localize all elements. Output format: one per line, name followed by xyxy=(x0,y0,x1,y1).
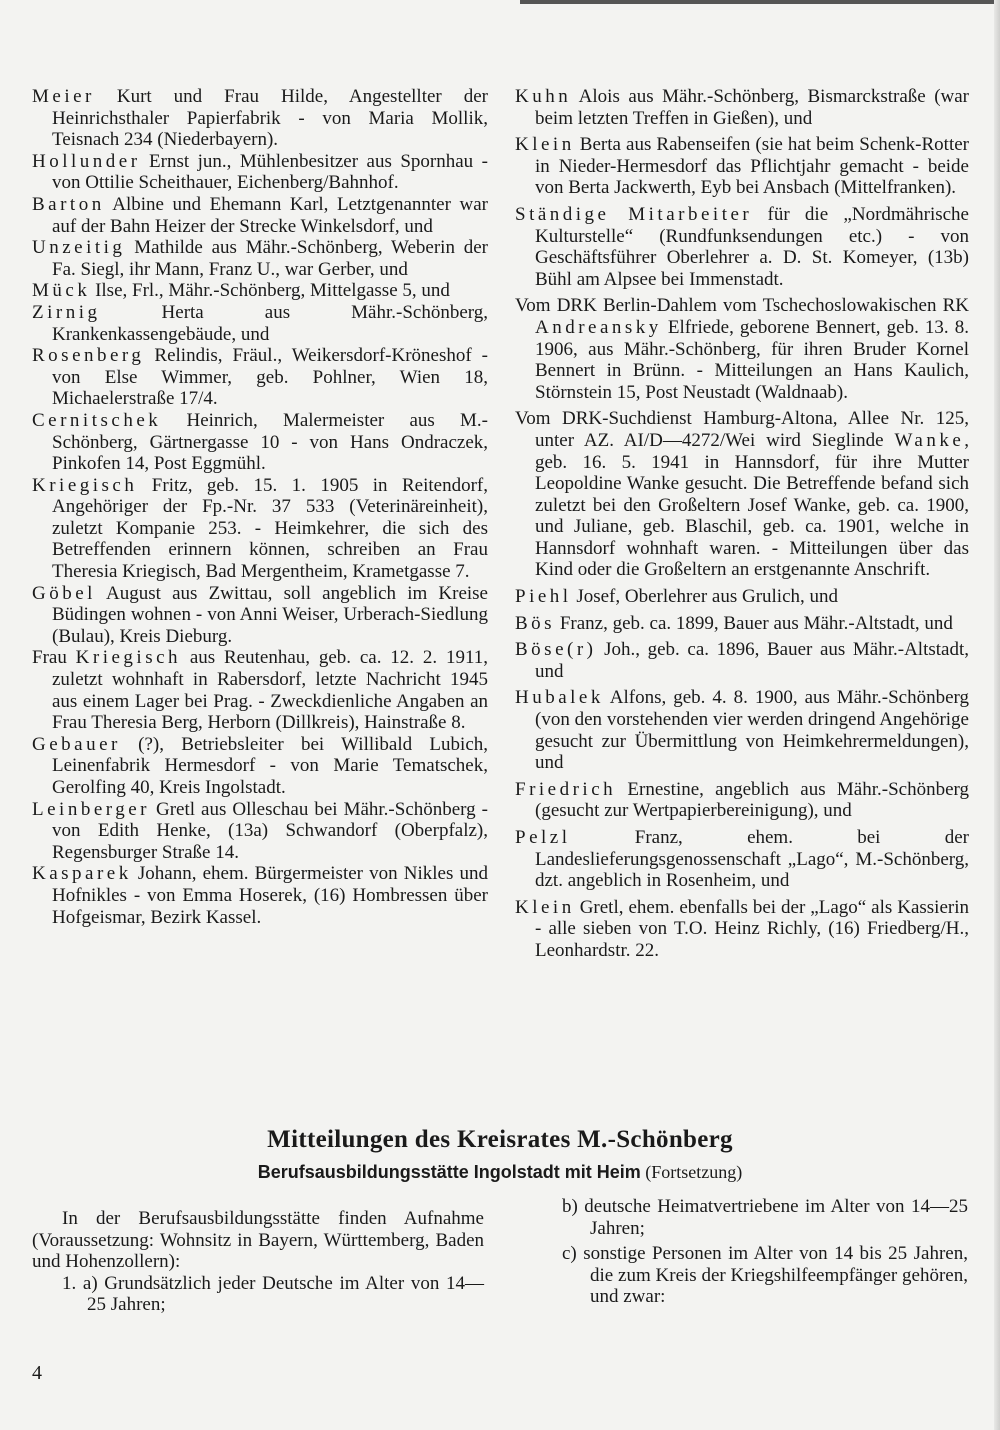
entry-name: Cernitschek xyxy=(32,409,162,431)
list-entry xyxy=(32,302,488,345)
list-entry xyxy=(515,779,969,822)
subtitle-note: (Fortsetzung) xyxy=(640,1162,743,1182)
entry-text: Kurt und Frau Hilde, Angestellter der Heinrichsthaler Papierfabrik - von Maria Mollik, Teisnach 234 (Niederbayern). xyxy=(52,86,488,151)
subtitle-main: Berufsausbildungsstätte Ingolstadt mit Heim xyxy=(257,1162,641,1182)
entry-text: Ilse, Frl., Mähr.-Schönberg, Mittelgasse 5, und xyxy=(90,280,450,302)
entry-name: Böse(r) xyxy=(515,639,597,661)
entry-name: Klein xyxy=(515,134,575,156)
list-entry xyxy=(32,647,488,733)
page-number: 4 xyxy=(32,1362,42,1384)
entry-name: Leinberger xyxy=(32,798,150,820)
scan-edge-shadow xyxy=(994,0,1000,1430)
entry-name: Kuhn xyxy=(515,86,572,107)
item-c: c) sonstige Personen im Alter von 14 bis 25 Jahren, die zum Kreis der Kriegshilfeempfänger gehören, und zwar: xyxy=(562,1243,968,1308)
list-entry xyxy=(515,408,969,581)
entry-text: Franz, geb. ca. 1899, Bauer aus Mähr.-Altstadt, und xyxy=(555,612,953,634)
list-entry xyxy=(32,863,488,928)
section-right-column xyxy=(562,1196,968,1308)
intro-paragraph: In der Berufsausbildungsstätte finden Aufnahme (Voraussetzung: Wohnsitz in Bayern, Württemberg, Baden und Hohenzollern): xyxy=(32,1208,484,1273)
entry-text: Mathilde aus Mähr.-Schönberg, Weberin der Fa. Siegl, ihr Mann, Franz U., war Gerber, und xyxy=(52,237,488,280)
list-entry xyxy=(32,410,488,475)
entry-text: , geb. 16. 5. 1941 in Hannsdorf, für ihre Mutter Leopoldine Wanke gesucht. Die Betreffende befand sich zuletzt bei den Großeltern Josef Wanke, geb. ca. 1900, und Juliane, geb. Blaschil, geb. ca. 1901, welche in Hannsdorf wohnhaft waren. - Mitteilungen über das Kind oder die Großeltern an erstgenannte Anschrift. xyxy=(535,429,969,581)
entry-name: Barton xyxy=(32,193,105,215)
entry-text: Alois aus Mähr.-Schönberg, Bismarckstraße (war beim letzten Treffen in Gießen), und xyxy=(535,86,969,129)
entry-text: Gretl, ehem. ebenfalls bei der „Lago“ als Kassierin - alle sieben von T.O. Heinz Richly, (16) Friedberg/H., Leonhardstr. 22. xyxy=(535,896,969,961)
entry-name: Hollunder xyxy=(32,150,141,172)
item-1a: 1. a) Grundsätzlich jeder Deutsche im Alter von 14—25 Jahren; xyxy=(62,1272,484,1316)
entry-text: für die „Nordmährische Kulturstelle“ (Rundfunksendungen etc.) - von Geschäftsführer Oberlehrer a. D. St. Komeyer, (13b) Bühl am Alpsee bei Immenstadt. xyxy=(535,203,969,290)
list-entry xyxy=(32,280,488,302)
entry-name: Kasparek xyxy=(32,863,132,885)
list-entry xyxy=(32,151,488,194)
entry-text: Albine und Ehemann Karl, Letztgenannter war auf der Bahn Heizer der Strecke Winkelsdorf, und xyxy=(52,193,488,237)
entry-name: Kriegisch xyxy=(75,647,182,669)
list-entry xyxy=(32,237,488,280)
entry-text: Elfriede, geborene Bennert, geb. 13. 8. 1906, aus Mähr.-Schönberg, für ihren Bruder Kornel Bennert in Brünn. - Mitteilungen an Hans Kaulich, Störnstein 15, Post Neustadt (Waldnaab). xyxy=(535,316,969,403)
entry-name: Gebauer xyxy=(32,733,121,755)
list-entry xyxy=(32,86,488,151)
entry-name: Andreansky xyxy=(535,316,662,338)
entry-name: Zirnig xyxy=(32,301,101,323)
entry-text: Heinrich, Malermeister aus M.-Schönberg, Gärtnergasse 10 - von Hans Ondraczek, Pinkofen 14, Post Eggmühl. xyxy=(52,409,488,475)
list-entry xyxy=(515,86,969,129)
list-entry xyxy=(32,583,488,648)
list-entry xyxy=(32,345,488,410)
entry-prefix: Vom DRK Berlin-Dahlem vom Tschechoslowakischen RK xyxy=(515,295,969,317)
left-column xyxy=(32,86,488,928)
entry-text: Ernst jun., Mühlenbesitzer aus Spornhau - von Ottilie Scheithauer, Eichenberg/Bahnhof. xyxy=(52,150,488,194)
entry-text: August aus Zwittau, soll angeblich im Kreise Büdingen wohnen - von Anni Weiser, Urberach-Siedlung (Bulau), Kreis Dieburg. xyxy=(52,582,488,647)
entry-text: Joh., geb. ca. 1896, Bauer aus Mähr.-Altstadt, und xyxy=(535,639,969,682)
entry-text: Ernestine, angeblich aus Mähr.-Schönberg (gesucht zur Wertpapierbereinigung), und xyxy=(535,778,969,822)
entry-text: Herta aus Mähr.-Schönberg, Krankenkassengebäude, und xyxy=(52,301,488,345)
list-entry xyxy=(32,799,488,864)
entry-text: Relindis, Fräul., Weikersdorf-Kröneshof - von Else Wimmer, geb. Pohlner, Wien 18, Michaelerstraße 17/4. xyxy=(52,345,488,410)
entry-name: Ständige Mitarbeiter xyxy=(515,203,753,225)
entry-name: Mück xyxy=(32,280,91,302)
entry-name: Wanke xyxy=(894,429,965,451)
list-entry xyxy=(515,687,969,773)
list-entry xyxy=(515,613,969,635)
entry-text: Alfons, geb. 4. 8. 1900, aus Mähr.-Schönberg (von den vorstehenden vier werden dringend Angehörige gesucht zur Übermittlung von Heimkehrermeldungen), und xyxy=(535,687,969,774)
right-column xyxy=(515,86,969,967)
entry-name: Unzeitig xyxy=(32,237,126,259)
entry-name: Friedrich xyxy=(515,778,617,800)
list-entry xyxy=(32,194,488,237)
list-entry xyxy=(32,475,488,583)
entry-name: Bös xyxy=(515,612,556,634)
entry-name: Klein xyxy=(515,896,575,918)
entry-text: aus Reutenhau, geb. ca. 12. 2. 1911, zuletzt wohnhaft in Rabersdorf, letzte Nachricht 1945 aus einem Lager bei Prag. - Zweckdienliche Angaben an Frau Theresia Berg, Herborn (Dillkreis), Hainstraße 8. xyxy=(52,647,488,734)
entry-name: Rosenberg xyxy=(32,345,145,367)
entry-name: Meier xyxy=(32,86,95,107)
item-b: b) deutsche Heimatvertriebene im Alter von 14—25 Jahren; xyxy=(562,1196,968,1239)
entry-text: Fritz, geb. 15. 1. 1905 in Reitendorf, Angehöriger der Fp.-Nr. 37 533 (Veterinäreinheit), zuletzt Kompanie 253. - Heimkehrer, die sich des Betreffenden erinnern können, schreiben an Frau Theresia Kriegisch, Bad Mergentheim, Krametgasse 7. xyxy=(52,474,488,583)
list-entry xyxy=(515,897,969,962)
entry-text: Franz, ehem. bei der Landeslieferungsgenossenschaft „Lago“, M.-Schönberg, dzt. angeblich in Rosenheim, und xyxy=(535,827,969,892)
entry-text: Gretl aus Olleschau bei Mähr.-Schönberg - von Edith Henke, (13a) Schwandorf (Oberpfalz), Regensburger Straße 14. xyxy=(52,798,488,863)
entry-prefix: Vom DRK-Suchdienst Hamburg-Altona, Allee Nr. 125, unter AZ. AI/D—4272/Wei wird Sieglinde xyxy=(515,408,969,451)
entry-name: Hubalek xyxy=(515,687,604,709)
section-left-column xyxy=(32,1208,484,1316)
entry-name: Piehl xyxy=(515,586,572,608)
list-entry xyxy=(515,639,969,682)
entry-name: Pelzl xyxy=(515,827,571,848)
entry-text: Johann, ehem. Bürgermeister von Nikles und Hofnikles - von Emma Hoserek, (16) Hombressen über Hofgeismar, Bezirk Kassel. xyxy=(52,863,488,928)
entry-name: Göbel xyxy=(32,582,96,604)
entry-name: Kriegisch xyxy=(32,474,138,496)
list-entry xyxy=(32,734,488,799)
list-entry xyxy=(515,134,969,199)
entry-text: (?), Betriebsleiter bei Willibald Lubich, Leinenfabrik Hermesdorf - von Marie Tematschek, Gerolfing 40, Kreis Ingolstadt. xyxy=(52,733,488,798)
scan-edge xyxy=(520,0,1000,4)
list-entry xyxy=(515,204,969,290)
list-entry xyxy=(515,295,969,403)
entry-text: Berta aus Rabenseifen (sie hat beim Schenk-Rotter in Nieder-Hermesdorf das Pflichtjahr gemacht - beide von Berta Jackwerth, Eyb bei Ansbach (Mittelfranken). xyxy=(535,134,969,199)
list-entry xyxy=(515,586,969,608)
list-entry xyxy=(515,827,969,892)
section-subtitle xyxy=(0,1162,1000,1183)
section-heading: Mitteilungen des Kreisrates M.-Schönberg xyxy=(267,1126,733,1153)
entry-prefix: Frau xyxy=(32,647,76,669)
entry-text: Josef, Oberlehrer aus Grulich, und xyxy=(571,586,839,608)
